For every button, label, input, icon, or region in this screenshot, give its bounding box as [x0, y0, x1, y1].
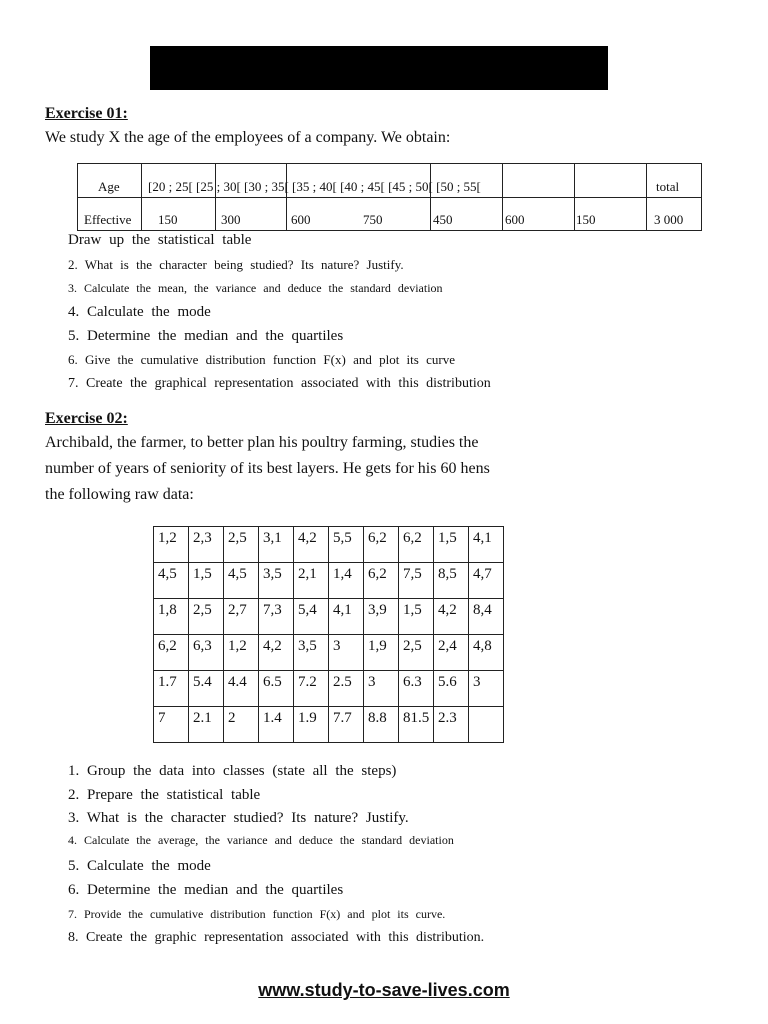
- table-cell: 1.7: [154, 671, 189, 707]
- table-cell: 1,5: [399, 599, 434, 635]
- table-cell: 1,2: [154, 527, 189, 563]
- redaction-bar: [150, 46, 608, 90]
- question-item: 5. Calculate the mode: [68, 858, 211, 874]
- table-cell: 4,7: [469, 563, 504, 599]
- table-cell: 7.7: [329, 707, 364, 743]
- question-item: 6. Give the cumulative distribution function F(x) and plot its curve: [68, 352, 455, 367]
- effective-total: 3 000: [654, 212, 684, 227]
- table-cell: 3: [469, 671, 504, 707]
- table-cell: 1,5: [189, 563, 224, 599]
- table-cell: 7,5: [399, 563, 434, 599]
- table-row: [154, 599, 504, 635]
- table-cell: 4,2: [259, 635, 294, 671]
- table-cell: 3,5: [294, 635, 329, 671]
- hens-raw-data-table: [153, 526, 504, 743]
- table-cell: 1,8: [154, 599, 189, 635]
- table-cell: 4,1: [469, 527, 504, 563]
- table-cell: 3,5: [259, 563, 294, 599]
- table-cell: 8.8: [364, 707, 399, 743]
- table-cell: 4,2: [294, 527, 329, 563]
- table-cell: 2,3: [189, 527, 224, 563]
- exercise-01-title: Exercise 01:: [45, 105, 128, 122]
- table-cell: 5,4: [294, 599, 329, 635]
- table-cell: 2,7: [224, 599, 259, 635]
- table-cell: 4,2: [434, 599, 469, 635]
- exercise-02-questions: [68, 760, 484, 952]
- question-item: 5. Determine the median and the quartiles: [68, 328, 344, 344]
- question-item: 3. Calculate the mean, the variance and deduce the standard deviation: [68, 281, 443, 295]
- exercise-02-title: Exercise 02:: [45, 410, 128, 427]
- table-cell: 2,5: [224, 527, 259, 563]
- question-item: 3. What is the character studied? Its nature? Justify.: [68, 810, 409, 826]
- table-row: [154, 671, 504, 707]
- question-item: 1. Group the data into classes (state all the steps): [68, 763, 397, 779]
- table-cell: 1,5: [434, 527, 469, 563]
- table-cell: 6.5: [259, 671, 294, 707]
- effective-value: 600: [505, 212, 525, 227]
- table-cell: 3: [364, 671, 399, 707]
- effective-header: Effective: [84, 212, 132, 227]
- table-cell: 1.9: [294, 707, 329, 743]
- effective-value: 450: [433, 212, 453, 227]
- table-cell: 3,1: [259, 527, 294, 563]
- table-cell: 4.4: [224, 671, 259, 707]
- table-row: [154, 527, 504, 563]
- age-total-header: total: [656, 179, 680, 194]
- table-cell: 4,5: [154, 563, 189, 599]
- table-cell: 6,2: [364, 527, 399, 563]
- footer: [0, 980, 768, 1001]
- table-cell: 4,5: [224, 563, 259, 599]
- exercise-01-intro: We study X the age of the employees of a company. We obtain:: [45, 129, 451, 146]
- table-cell: 81.5: [399, 707, 434, 743]
- age-header: Age: [98, 179, 120, 194]
- table-cell: 6,2: [364, 563, 399, 599]
- question-item: 7. Create the graphical representation associated with this distribution: [68, 376, 491, 391]
- age-classes: [20 ; 25[ [25 ; 30[ [30 ; 35[ [35 ; 40[ [40 ; 45[ [45 ; 50[ [50 ; 55[: [148, 179, 481, 194]
- table-cell: 6,2: [399, 527, 434, 563]
- table-cell: 7,3: [259, 599, 294, 635]
- effective-value: 150: [158, 212, 178, 227]
- exercise-01-questions: [68, 230, 491, 398]
- table-cell: 6.3: [399, 671, 434, 707]
- effective-value: 150: [576, 212, 596, 227]
- table-cell: 2.5: [329, 671, 364, 707]
- table-cell: 2: [224, 707, 259, 743]
- table-cell: 6,2: [154, 635, 189, 671]
- table-cell: 8,4: [469, 599, 504, 635]
- age-distribution-table: [77, 163, 702, 231]
- table-row: [154, 563, 504, 599]
- table-cell: 5,5: [329, 527, 364, 563]
- table-cell: 1,2: [224, 635, 259, 671]
- question-item: Draw up the statistical table: [68, 232, 252, 248]
- question-item: 4. Calculate the average, the variance and deduce the standard deviation: [68, 833, 454, 847]
- table-cell: 2,5: [399, 635, 434, 671]
- question-item: 6. Determine the median and the quartiles: [68, 882, 344, 898]
- table-cell: 1,4: [329, 563, 364, 599]
- table-cell: 7: [154, 707, 189, 743]
- table-cell: 5.4: [189, 671, 224, 707]
- exercise-02-intro: Archibald, the farmer, to better plan his poultry farming, studies the number of years of seniority of its best layers. He gets for his 60 hens the following raw data:: [45, 434, 490, 503]
- table-row: [154, 707, 504, 743]
- table-cell: 4,1: [329, 599, 364, 635]
- table-row: [154, 635, 504, 671]
- table-cell: [469, 707, 504, 743]
- table-cell: 2,5: [189, 599, 224, 635]
- table-cell: 2,4: [434, 635, 469, 671]
- table-cell: 2.3: [434, 707, 469, 743]
- table-cell: 3,9: [364, 599, 399, 635]
- question-item: 8. Create the graphic representation associated with this distribution.: [68, 930, 485, 945]
- website-link[interactable]: www.study-to-save-lives.com: [258, 980, 510, 1000]
- question-item: 2. What is the character being studied? Its nature? Justify.: [68, 257, 404, 272]
- question-item: 7. Provide the cumulative distribution function F(x) and plot its curve.: [68, 907, 446, 921]
- table-cell: 5.6: [434, 671, 469, 707]
- table-cell: 7.2: [294, 671, 329, 707]
- table-cell: 1,9: [364, 635, 399, 671]
- question-item: 2. Prepare the statistical table: [68, 787, 261, 803]
- table-cell: 8,5: [434, 563, 469, 599]
- table-cell: 2,1: [294, 563, 329, 599]
- effective-value: 750: [363, 212, 383, 227]
- effective-value: 600: [291, 212, 311, 227]
- question-item: 4. Calculate the mode: [68, 304, 211, 320]
- table-cell: 6,3: [189, 635, 224, 671]
- table-cell: 4,8: [469, 635, 504, 671]
- table-cell: 1.4: [259, 707, 294, 743]
- effective-value: 300: [221, 212, 241, 227]
- table-cell: 3: [329, 635, 364, 671]
- table-cell: 2.1: [189, 707, 224, 743]
